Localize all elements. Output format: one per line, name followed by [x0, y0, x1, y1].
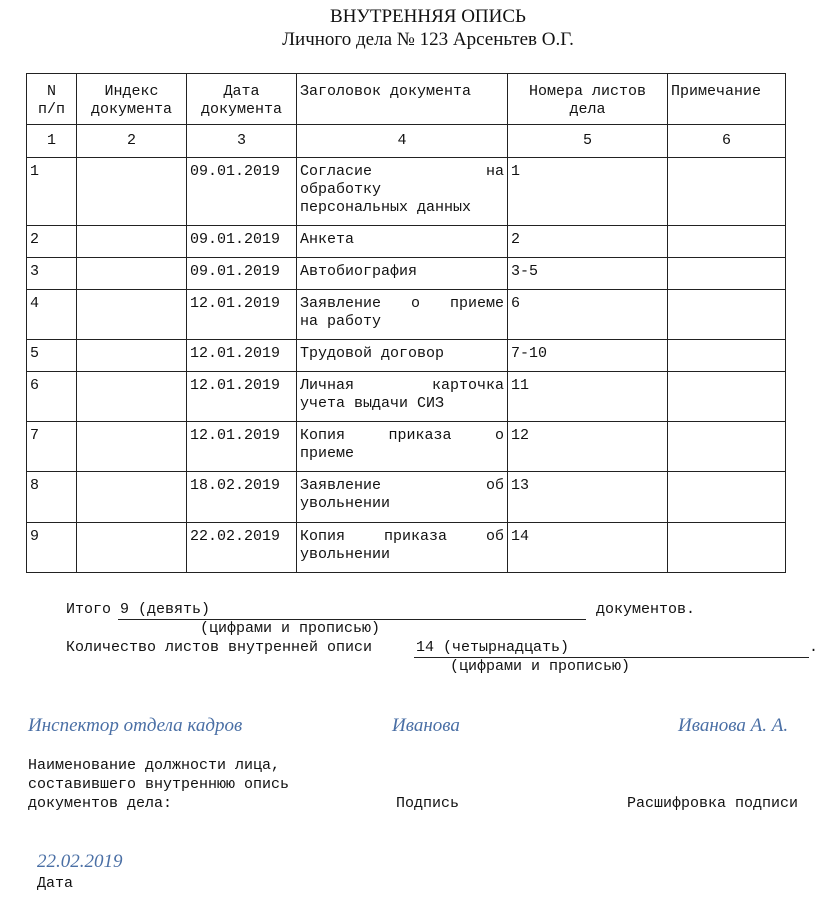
table-row	[27, 226, 786, 258]
signature-label: Подпись	[396, 795, 460, 812]
handwritten-date: 22.02.2019	[37, 851, 123, 872]
column-number: 1	[27, 125, 77, 158]
cell-note	[668, 290, 786, 340]
title-line: Заявление о приеме	[300, 295, 504, 312]
table-row	[27, 340, 786, 372]
cell-index	[77, 290, 187, 340]
cell-sheets: 2	[508, 226, 668, 258]
title-line: увольнении	[300, 546, 391, 563]
cell-title	[297, 226, 508, 258]
title-line: обработку	[300, 181, 382, 198]
cell-title	[297, 158, 508, 226]
itogo-value: 9 (девять)	[120, 601, 211, 618]
date-label: Дата	[37, 875, 74, 892]
table-row	[27, 422, 786, 472]
column-number: 2	[77, 125, 187, 158]
title-line: увольнении	[300, 495, 391, 512]
column-header-index: Индекс документа	[77, 74, 187, 125]
cell-title	[297, 472, 508, 523]
decoding-label: Расшифровка подписи	[627, 795, 799, 812]
position-label-line-1: Наименование должности лица,	[28, 757, 281, 774]
cell-note	[668, 372, 786, 422]
cell-date: 12.01.2019	[187, 372, 297, 422]
cell-note	[668, 226, 786, 258]
cell-note	[668, 158, 786, 226]
title-line: Анкета	[300, 231, 355, 248]
sheets-count-label: Количество листов внутренней описи	[66, 639, 373, 656]
title-line: Автобиография	[300, 263, 418, 280]
document-subtitle: Личного дела № 123 Арсеньтев О.Г.	[282, 29, 574, 50]
column-header-title: Заголовок документа	[297, 74, 508, 125]
cell-sheets: 3-5	[508, 258, 668, 290]
cell-title	[297, 422, 508, 472]
cell-number: 9	[27, 523, 77, 573]
cell-note	[668, 523, 786, 573]
title-line: учета выдачи СИЗ	[300, 395, 445, 412]
document-title: ВНУТРЕННЯЯ ОПИСЬ	[330, 6, 526, 27]
title-line: Личная карточка	[300, 377, 504, 394]
table-row	[27, 523, 786, 573]
table-row	[27, 158, 786, 226]
cell-sheets: 6	[508, 290, 668, 340]
cell-title	[297, 523, 508, 573]
cell-sheets: 7-10	[508, 340, 668, 372]
sheets-count-suffix: .	[809, 639, 819, 656]
position-label-line-3: документов дела:	[28, 795, 173, 812]
column-number: 5	[508, 125, 668, 158]
sheets-count-hint: (цифрами и прописью)	[450, 658, 631, 675]
cell-sheets: 14	[508, 523, 668, 573]
cell-number: 7	[27, 422, 77, 472]
column-number-row	[27, 125, 786, 158]
cell-number: 1	[27, 158, 77, 226]
cell-note	[668, 340, 786, 372]
title-line: Копия приказа об	[300, 528, 504, 545]
table-row	[27, 372, 786, 422]
cell-sheets: 11	[508, 372, 668, 422]
cell-title	[297, 258, 508, 290]
column-number: 6	[668, 125, 786, 158]
column-header-date: Дата документа	[187, 74, 297, 125]
cell-title	[297, 290, 508, 340]
cell-title	[297, 372, 508, 422]
cell-number: 8	[27, 472, 77, 523]
title-line: Согласие на	[300, 163, 504, 180]
cell-number: 3	[27, 258, 77, 290]
cell-index	[77, 372, 187, 422]
cell-number: 5	[27, 340, 77, 372]
cell-index	[77, 422, 187, 472]
cell-index	[77, 472, 187, 523]
cell-date: 09.01.2019	[187, 158, 297, 226]
cell-date: 22.02.2019	[187, 523, 297, 573]
cell-note	[668, 472, 786, 523]
cell-index	[77, 258, 187, 290]
handwritten-signature: Иванова	[392, 715, 460, 736]
cell-date: 09.01.2019	[187, 226, 297, 258]
column-header-number: N п/п	[27, 74, 77, 125]
table-row	[27, 258, 786, 290]
cell-sheets: 1	[508, 158, 668, 226]
title-line: Трудовой договор	[300, 345, 445, 362]
cell-note	[668, 422, 786, 472]
cell-date: 12.01.2019	[187, 290, 297, 340]
inventory-table	[26, 73, 786, 573]
itogo-label: Итого	[66, 601, 112, 618]
title-line: Копия приказа о	[300, 427, 504, 444]
itogo-hint: (цифрами и прописью)	[200, 620, 381, 637]
handwritten-position: Инспектор отдела кадров	[28, 715, 243, 736]
cell-date: 09.01.2019	[187, 258, 297, 290]
cell-date: 18.02.2019	[187, 472, 297, 523]
column-number: 4	[297, 125, 508, 158]
column-header-sheets: Номера листов дела	[508, 74, 668, 125]
cell-sheets: 12	[508, 422, 668, 472]
cell-title	[297, 340, 508, 372]
cell-note	[668, 258, 786, 290]
cell-number: 6	[27, 372, 77, 422]
table-header-row	[27, 74, 786, 125]
column-header-note: Примечание	[668, 74, 786, 125]
cell-number: 2	[27, 226, 77, 258]
title-line: Заявление об	[300, 477, 504, 494]
cell-index	[77, 340, 187, 372]
cell-index	[77, 523, 187, 573]
column-number: 3	[187, 125, 297, 158]
cell-index	[77, 226, 187, 258]
title-line: персональных данных	[300, 199, 472, 216]
cell-date: 12.01.2019	[187, 340, 297, 372]
position-label-line-2: составившего внутреннюю опись	[28, 776, 290, 793]
cell-index	[77, 158, 187, 226]
table-row	[27, 290, 786, 340]
cell-number: 4	[27, 290, 77, 340]
sheets-count-value: 14 (четырнадцать)	[416, 639, 570, 656]
cell-sheets: 13	[508, 472, 668, 523]
handwritten-decoding: Иванова А. А.	[678, 715, 789, 736]
table-row	[27, 472, 786, 523]
cell-date: 12.01.2019	[187, 422, 297, 472]
itogo-suffix: документов.	[596, 601, 696, 618]
title-line: приеме	[300, 445, 355, 462]
title-line: на работу	[300, 313, 382, 330]
